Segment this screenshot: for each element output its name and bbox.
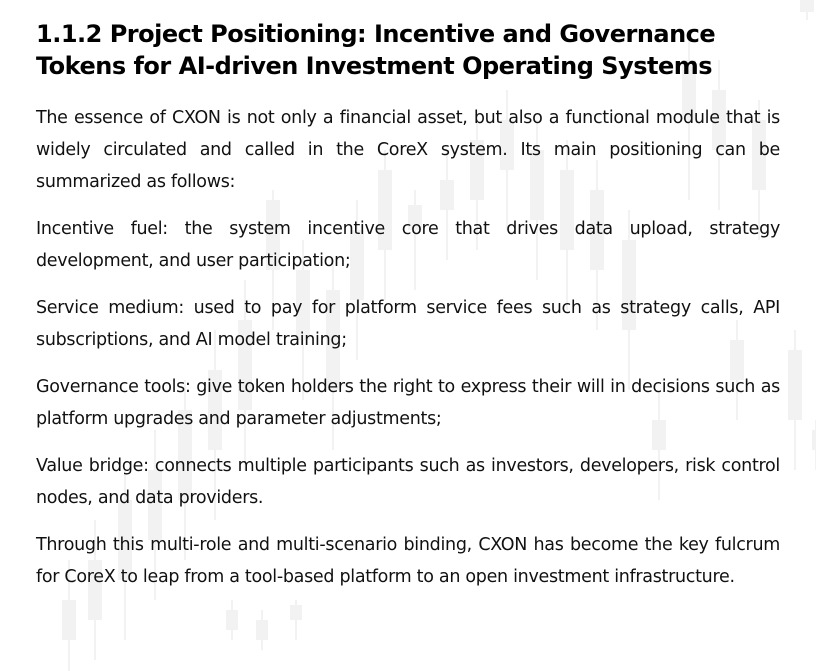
- document-body: [36, 18, 780, 608]
- background-candle: [788, 330, 802, 470]
- background-candle: [800, 0, 814, 20]
- background-candle: [812, 420, 816, 470]
- service-medium-paragraph: Service medium: used to pay for platform service fees such as strategy calls, API subscriptions, and AI model training;: [36, 298, 780, 350]
- background-candle: [256, 610, 268, 650]
- intro-paragraph: The essence of CXON is not only a financial asset, but also a functional module that is widely circulated and called in the CoreX system. Its main positioning can be summarized as follows:: [36, 108, 780, 192]
- value-bridge-paragraph: Value bridge: connects multiple participants such as investors, developers, risk control nodes, and data providers.: [36, 456, 780, 508]
- governance-tools-paragraph: Governance tools: give token holders the right to express their will in decisions such as platform upgrades and parameter adjustments;: [36, 377, 780, 429]
- incentive-fuel-paragraph: Incentive fuel: the system incentive core that drives data upload, strategy development, and user participation;: [36, 219, 780, 271]
- conclusion-paragraph: Through this multi-role and multi-scenario binding, CXON has become the key fulcrum for CoreX to leap from a tool-based platform to an open investment infrastructure.: [36, 535, 780, 587]
- section-title: 1.1.2 Project Positioning: Incentive and Governance Tokens for AI-driven Investment Operating Systems: [36, 20, 716, 80]
